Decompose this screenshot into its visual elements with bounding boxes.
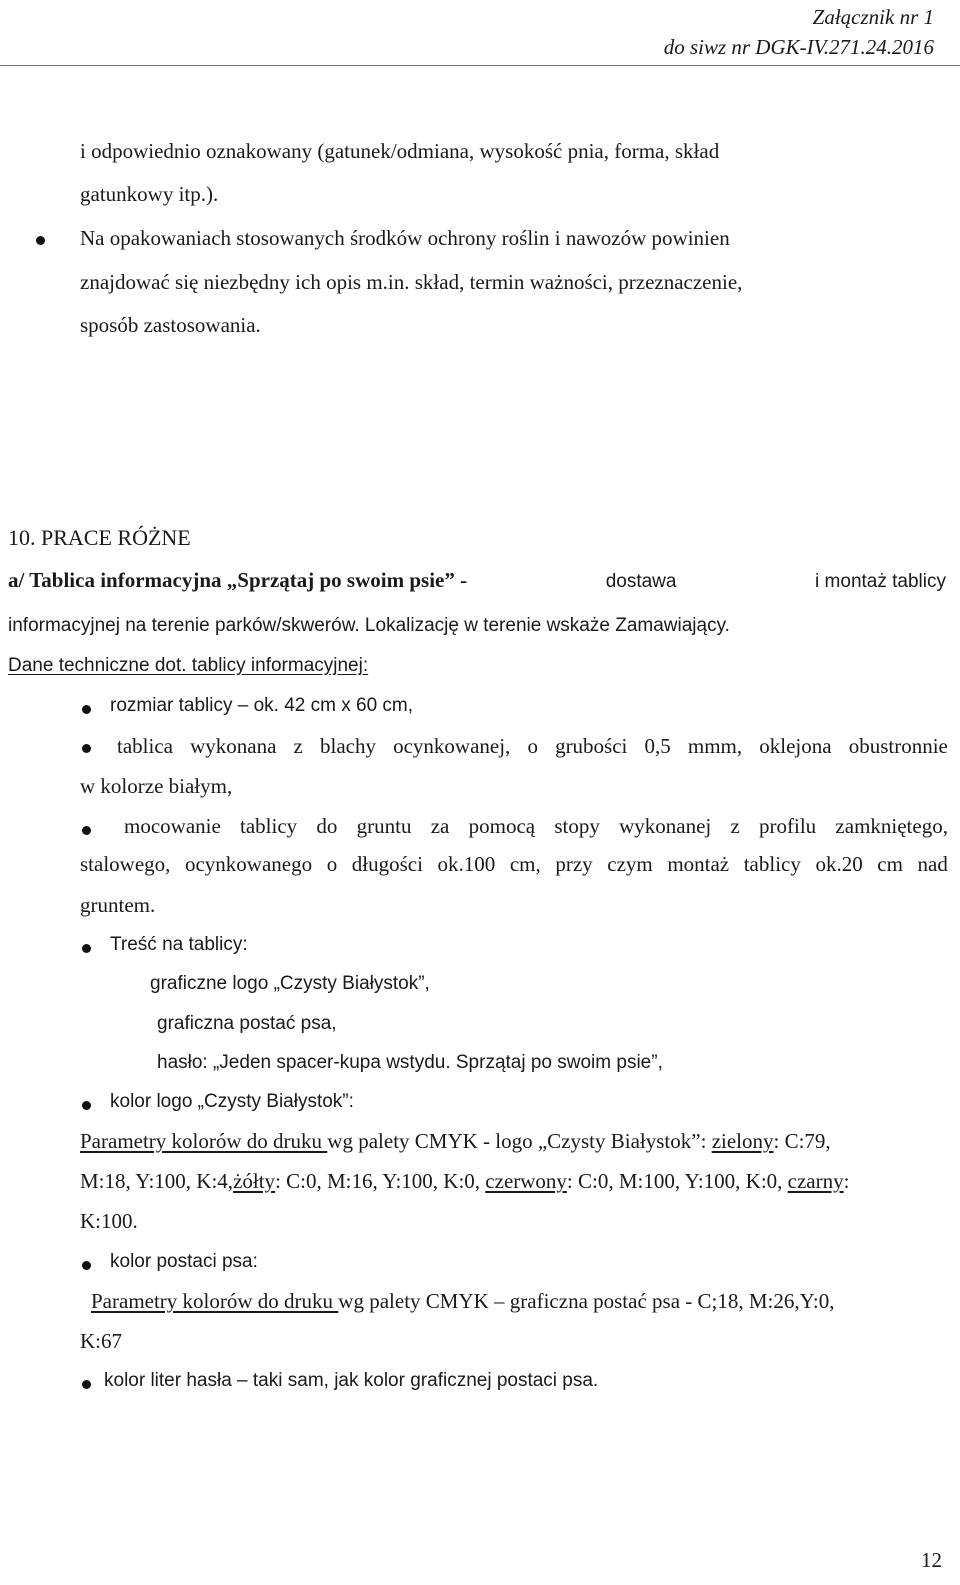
word: obustronnie: [848, 734, 948, 758]
word: nad: [917, 852, 948, 876]
content-label: Treść na tablicy:: [110, 934, 248, 955]
word: ok.20: [815, 852, 863, 876]
tech-data-label: Dane techniczne dot. tablicy informacyjnej:: [8, 655, 369, 676]
word: grubości: [555, 734, 628, 758]
green-label: zielony: [711, 1129, 774, 1153]
location-line: informacyjnej na terenie parków/skwerów. Lokalizację w terenie wskaże Zamawiający.: [8, 615, 730, 636]
yellow-label: żółty: [233, 1169, 276, 1193]
word: wykonana: [190, 734, 277, 758]
word: ocynkowanego: [184, 852, 313, 876]
word: przy: [555, 852, 593, 876]
bullet-icon: [82, 705, 91, 714]
mount-spec-words-2: [80, 852, 948, 877]
word: mocowanie: [124, 814, 221, 838]
word: profilu: [759, 814, 817, 838]
word: tablicy: [743, 852, 801, 876]
word: blachy: [319, 734, 376, 758]
plate-spec-line-2: w kolorze białym,: [80, 774, 233, 798]
word: zamkniętego,: [835, 814, 948, 838]
dog-params-label: Parametry kolorów do druku: [91, 1289, 339, 1313]
page-number: 12: [921, 1548, 942, 1572]
logo-params-values-c: : C:0, M:100, Y:100, K:0,: [566, 1169, 788, 1193]
logo-params-label: Parametry kolorów do druku: [80, 1129, 328, 1153]
word: tablicy: [240, 814, 298, 838]
size-spec: rozmiar tablicy – ok. 42 cm x 60 cm,: [110, 695, 414, 716]
logo-params-values-b: : C:0, M:16, Y:100, K:0,: [275, 1169, 486, 1193]
mount-spec-line-1: [124, 814, 948, 839]
word: o: [527, 734, 538, 758]
word: z: [730, 814, 740, 838]
word: wykonanej: [619, 814, 712, 838]
black-label: czarny: [787, 1169, 844, 1193]
content-logo: graficzne logo „Czysty Białystok”,: [150, 973, 430, 994]
word: długości: [351, 852, 423, 876]
mount-spec-line-2: [80, 852, 948, 877]
bullet-icon: [82, 744, 91, 753]
word: mmm,: [687, 734, 743, 758]
word: pomocą: [468, 814, 536, 838]
logo-params-text: wg palety CMYK - logo „Czysty Białystok”:: [327, 1129, 712, 1153]
word: cm: [877, 852, 903, 876]
logo-params-line-3: K:100.: [80, 1209, 138, 1233]
word: za: [430, 814, 450, 838]
bullet-icon: [82, 826, 91, 835]
logo-params-line-2: [80, 1169, 849, 1194]
bullet-icon: [82, 944, 91, 953]
packaging-line-2: znajdować się niezbędny ich opis m.in. skład, termin ważności, przeznaczenie,: [80, 270, 743, 294]
packaging-line-3: sposób zastosowania.: [80, 313, 261, 337]
intro-line-2: gatunkowy itp.).: [80, 182, 219, 206]
word: gruntu: [356, 814, 412, 838]
plate-spec-words: [117, 734, 948, 759]
content-dog: graficzna postać psa,: [157, 1013, 337, 1034]
word: 0,5: [644, 734, 671, 758]
word: o: [326, 852, 338, 876]
word: cm,: [509, 852, 541, 876]
header-divider: [0, 65, 960, 66]
document-header: [664, 2, 934, 62]
section-heading: 10. PRACE RÓŻNE: [8, 525, 191, 550]
packaging-line-1: Na opakowaniach stosowanych środków ochrony roślin i nawozów powinien: [80, 226, 730, 250]
sign-title: a/ Tablica informacyjna „Sprzątaj po swoim psie” -: [8, 568, 468, 592]
installation-text: i montaż tablicy: [815, 571, 946, 592]
logo-params-values-d: :: [843, 1169, 850, 1193]
word: ok.100: [437, 852, 496, 876]
dog-params-text: wg palety CMYK – graficzna postać psa - C;18, M:26,Y:0,: [338, 1289, 835, 1313]
mount-spec-words: [124, 814, 948, 839]
logo-params-values-a: M:18, Y:100, K:4,: [80, 1169, 234, 1193]
delivery-text: dostawa: [605, 571, 677, 592]
bullet-icon: [82, 1101, 91, 1110]
dog-params-line-1: [91, 1289, 834, 1314]
bullet-icon: [36, 236, 45, 245]
intro-line-1: i odpowiednio oznakowany (gatunek/odmiana, wysokość pnia, forma, skład: [80, 139, 720, 163]
word: stalowego,: [80, 852, 171, 876]
word: z: [293, 734, 303, 758]
logo-color-label: kolor logo „Czysty Białystok”:: [110, 1091, 354, 1112]
word: czym: [607, 852, 653, 876]
content-slogan: hasło: „Jeden spacer-kupa wstydu. Sprzątaj po swoim psie”,: [157, 1052, 663, 1073]
word: montaż: [667, 852, 730, 876]
word: tablica: [117, 734, 173, 758]
letters-color: kolor liter hasła – taki sam, jak kolor graficznej postaci psa.: [104, 1370, 599, 1391]
bullet-icon: [82, 1261, 91, 1270]
logo-params-line-1: [80, 1129, 831, 1154]
green-value: : C:79,: [773, 1129, 831, 1153]
tender-reference: do siwz nr DGK-IV.271.24.2016: [663, 35, 934, 59]
word: ocynkowanej,: [393, 734, 511, 758]
attachment-label: Załącznik nr 1: [812, 5, 934, 29]
section-subheading: [8, 568, 946, 593]
mount-spec-line-3: gruntem.: [80, 893, 156, 917]
red-label: czerwony: [485, 1169, 567, 1193]
word: oklejona: [759, 734, 832, 758]
word: stopy: [554, 814, 600, 838]
dog-params-line-2: K:67: [80, 1329, 122, 1353]
plate-spec-line-1: [117, 734, 948, 759]
word: do: [316, 814, 338, 838]
bullet-icon: [82, 1380, 91, 1389]
dog-color-label: kolor postaci psa:: [110, 1251, 258, 1272]
